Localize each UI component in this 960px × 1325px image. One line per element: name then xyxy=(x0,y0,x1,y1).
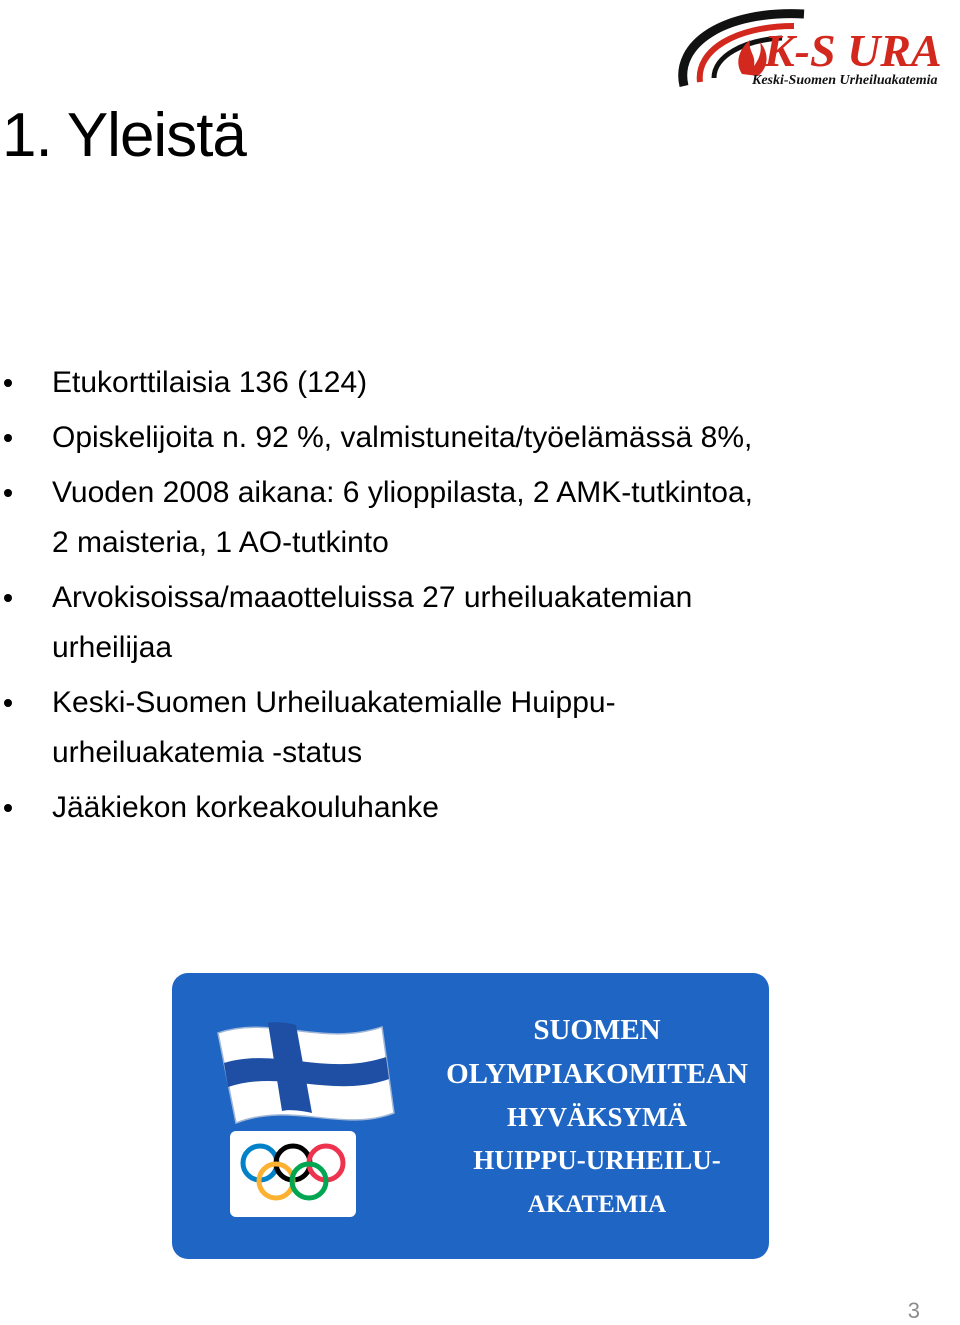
ksura-logo xyxy=(664,4,956,94)
bullet-text: Keski-Suomen Urheiluakatemialle Huippu- xyxy=(52,686,616,719)
bullet-icon xyxy=(4,699,12,707)
badge-line-3: HYVÄKSYMÄ xyxy=(507,1102,687,1132)
bullet-text-continued: urheiluakatemia -status xyxy=(52,736,363,769)
logo-subtitle: Keski-Suomen Urheiluakatemia xyxy=(752,73,938,88)
badge-line-5: AKATEMIA xyxy=(527,1191,667,1218)
olympic-committee-badge xyxy=(172,973,769,1259)
bullet-icon xyxy=(4,379,12,387)
bullet-icon xyxy=(4,594,12,602)
list-item xyxy=(0,468,940,568)
bullet-text: Etukorttilaisia 136 (124) xyxy=(52,366,368,399)
bullet-icon xyxy=(4,804,12,812)
logo-wordmark: K-S URA xyxy=(764,25,942,76)
bullet-text-continued: 2 maisteria, 1 AO-tutkinto xyxy=(52,526,389,559)
list-item xyxy=(0,573,940,673)
bullet-icon xyxy=(4,489,12,497)
bullet-text: Arvokisoissa/maaotteluissa 27 urheiluakatemian xyxy=(52,581,693,614)
list-item xyxy=(0,413,940,463)
finnish-flag-icon xyxy=(218,1022,394,1123)
bullet-text: Vuoden 2008 aikana: 6 ylioppilasta, 2 AMK-tutkintoa, xyxy=(52,476,754,509)
badge-line-2: OLYMPIAKOMITEAN xyxy=(446,1058,748,1090)
bullet-icon xyxy=(4,434,12,442)
slide-title: 1. Yleistä xyxy=(2,101,246,170)
list-item xyxy=(0,678,940,778)
bullet-text-continued: urheilijaa xyxy=(52,631,173,664)
list-item xyxy=(0,783,940,833)
page-number: 3 xyxy=(907,1298,920,1323)
bullet-text: Opiskelijoita n. 92 %, valmistuneita/työelämässä 8%, xyxy=(52,421,753,454)
bullet-list xyxy=(0,358,940,838)
badge-line-1: SUOMEN xyxy=(533,1014,661,1046)
badge-line-4: HUIPPU-URHEILU- xyxy=(473,1145,721,1175)
bullet-text: Jääkiekon korkeakouluhanke xyxy=(52,791,439,824)
list-item xyxy=(0,358,940,408)
